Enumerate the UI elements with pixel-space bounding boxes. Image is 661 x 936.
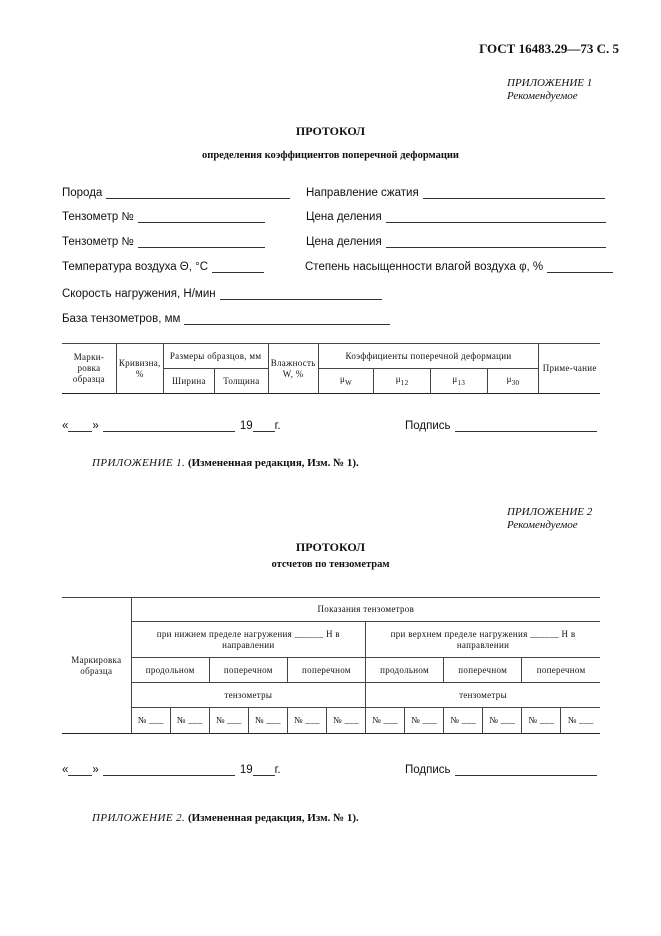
num-cell: № ___	[366, 708, 405, 734]
col-upper-longitudinal: продольном	[366, 658, 444, 683]
input-saturation[interactable]	[547, 261, 613, 273]
appendix1-label: ПРИЛОЖЕНИЕ 1	[507, 77, 593, 89]
col-lower-tensometers: тензометры	[131, 683, 365, 708]
col-width: Ширина	[163, 369, 215, 394]
appendix1-title: ПРОТОКОЛ	[295, 124, 366, 138]
num-cell: № ___	[561, 708, 600, 734]
col-mu-w: $\mu_W$	[318, 369, 374, 394]
col-upper-tensometers: тензометры	[366, 683, 601, 708]
input-load-speed[interactable]	[220, 288, 382, 300]
col-mu-12: $\mu_{12}$	[374, 369, 431, 394]
field-air-temp: Температура воздуха Θ, °С	[62, 261, 264, 273]
col-coeffs: Коэффициенты поперечной деформации	[318, 344, 539, 369]
col-curvature: Кривизна, %	[116, 344, 163, 394]
input-air-temp[interactable]	[212, 261, 264, 273]
field-tensometer1: Тензометр №	[62, 211, 265, 223]
field-tensometer2: Тензометр №	[62, 236, 265, 248]
input-year2[interactable]	[253, 764, 275, 776]
readings-table	[62, 597, 600, 734]
field-tensometer-base: База тензометров, мм	[62, 313, 390, 325]
input-year1[interactable]	[253, 420, 275, 432]
col-mu-30: $\mu_{30}$	[487, 369, 539, 394]
num-cell: № ___	[405, 708, 444, 734]
appendix2-label: ПРИЛОЖЕНИЕ 2	[507, 506, 593, 518]
input-tensometer1[interactable]	[138, 211, 265, 223]
appendix1-note: ПРИЛОЖЕНИЕ 1. (Измененная редакция, Изм. № 1).	[92, 457, 359, 469]
num-cell: № ___	[209, 708, 248, 734]
appendix2-date: « » 19 г.	[62, 764, 281, 776]
field-load-speed: Скорость нагружения, Н/мин	[62, 288, 382, 300]
appendix1-subtitle: определения коэффициентов поперечной деформации	[202, 150, 459, 161]
input-tensometer2[interactable]	[138, 236, 265, 248]
num-cell: № ___	[287, 708, 326, 734]
num-cell: № ___	[483, 708, 522, 734]
col-lower-longitudinal: продольном	[131, 658, 209, 683]
col-upper-limit: при верхнем пределе нагружения ______ Н в направлении	[366, 622, 601, 658]
num-cell: № ___	[522, 708, 561, 734]
field-breed: Порода	[62, 187, 290, 199]
document-header: ГОСТ 16483.29—73 С. 5	[479, 41, 619, 56]
input-signature1[interactable]	[455, 420, 597, 432]
num-cell: № ___	[131, 708, 170, 734]
appendix2-signature: Подпись	[405, 764, 597, 776]
input-compression-direction[interactable]	[423, 187, 605, 199]
input-signature2[interactable]	[455, 764, 597, 776]
col-thickness: Толщина	[215, 369, 269, 394]
col-upper-transverse-1: поперечном	[444, 658, 522, 683]
input-tensometer-base[interactable]	[184, 313, 390, 325]
col-marking: Марки-ровка образца	[62, 344, 116, 394]
deformation-table	[62, 343, 600, 394]
num-cell: № ___	[248, 708, 287, 734]
input-division2[interactable]	[386, 236, 606, 248]
input-breed[interactable]	[106, 187, 290, 199]
appendix2-status: Рекомендуемое	[507, 519, 578, 531]
col-lower-limit: при нижнем пределе нагружения ______ Н в направлении	[131, 622, 365, 658]
col-lower-transverse-2: поперечном	[287, 658, 365, 683]
col-readings: Показания тензометров	[131, 598, 600, 622]
input-division1[interactable]	[386, 211, 606, 223]
col-sizes: Размеры образцов, мм	[163, 344, 268, 369]
input-month2[interactable]	[103, 764, 235, 776]
num-cell: № ___	[170, 708, 209, 734]
appendix1-status: Рекомендуемое	[507, 90, 578, 102]
col-upper-transverse-2: поперечном	[522, 658, 600, 683]
appendix1-date: « » 19 г.	[62, 420, 281, 432]
col-mu-13: $\mu_{13}$	[430, 369, 487, 394]
appendix2-note: ПРИЛОЖЕНИЕ 2. (Измененная редакция, Изм. № 1).	[92, 812, 359, 824]
appendix1-signature: Подпись	[405, 420, 597, 432]
col-marking-2: Маркировка образца	[62, 598, 131, 734]
appendix2-title: ПРОТОКОЛ	[295, 540, 366, 554]
input-month1[interactable]	[103, 420, 235, 432]
col-note: Приме-чание	[539, 344, 600, 394]
col-moisture: Влажность W, %	[268, 344, 318, 394]
input-day1[interactable]	[68, 420, 92, 432]
field-division2: Цена деления	[306, 236, 606, 248]
field-compression-direction: Направление сжатия	[306, 187, 605, 199]
field-division1: Цена деления	[306, 211, 606, 223]
num-cell: № ___	[444, 708, 483, 734]
col-lower-transverse-1: поперечном	[209, 658, 287, 683]
appendix2-subtitle: отсчетов по тензометрам	[271, 559, 390, 570]
num-cell: № ___	[326, 708, 365, 734]
input-day2[interactable]	[68, 764, 92, 776]
field-saturation: Степень насыщенности влагой воздуха φ, %	[305, 261, 613, 273]
